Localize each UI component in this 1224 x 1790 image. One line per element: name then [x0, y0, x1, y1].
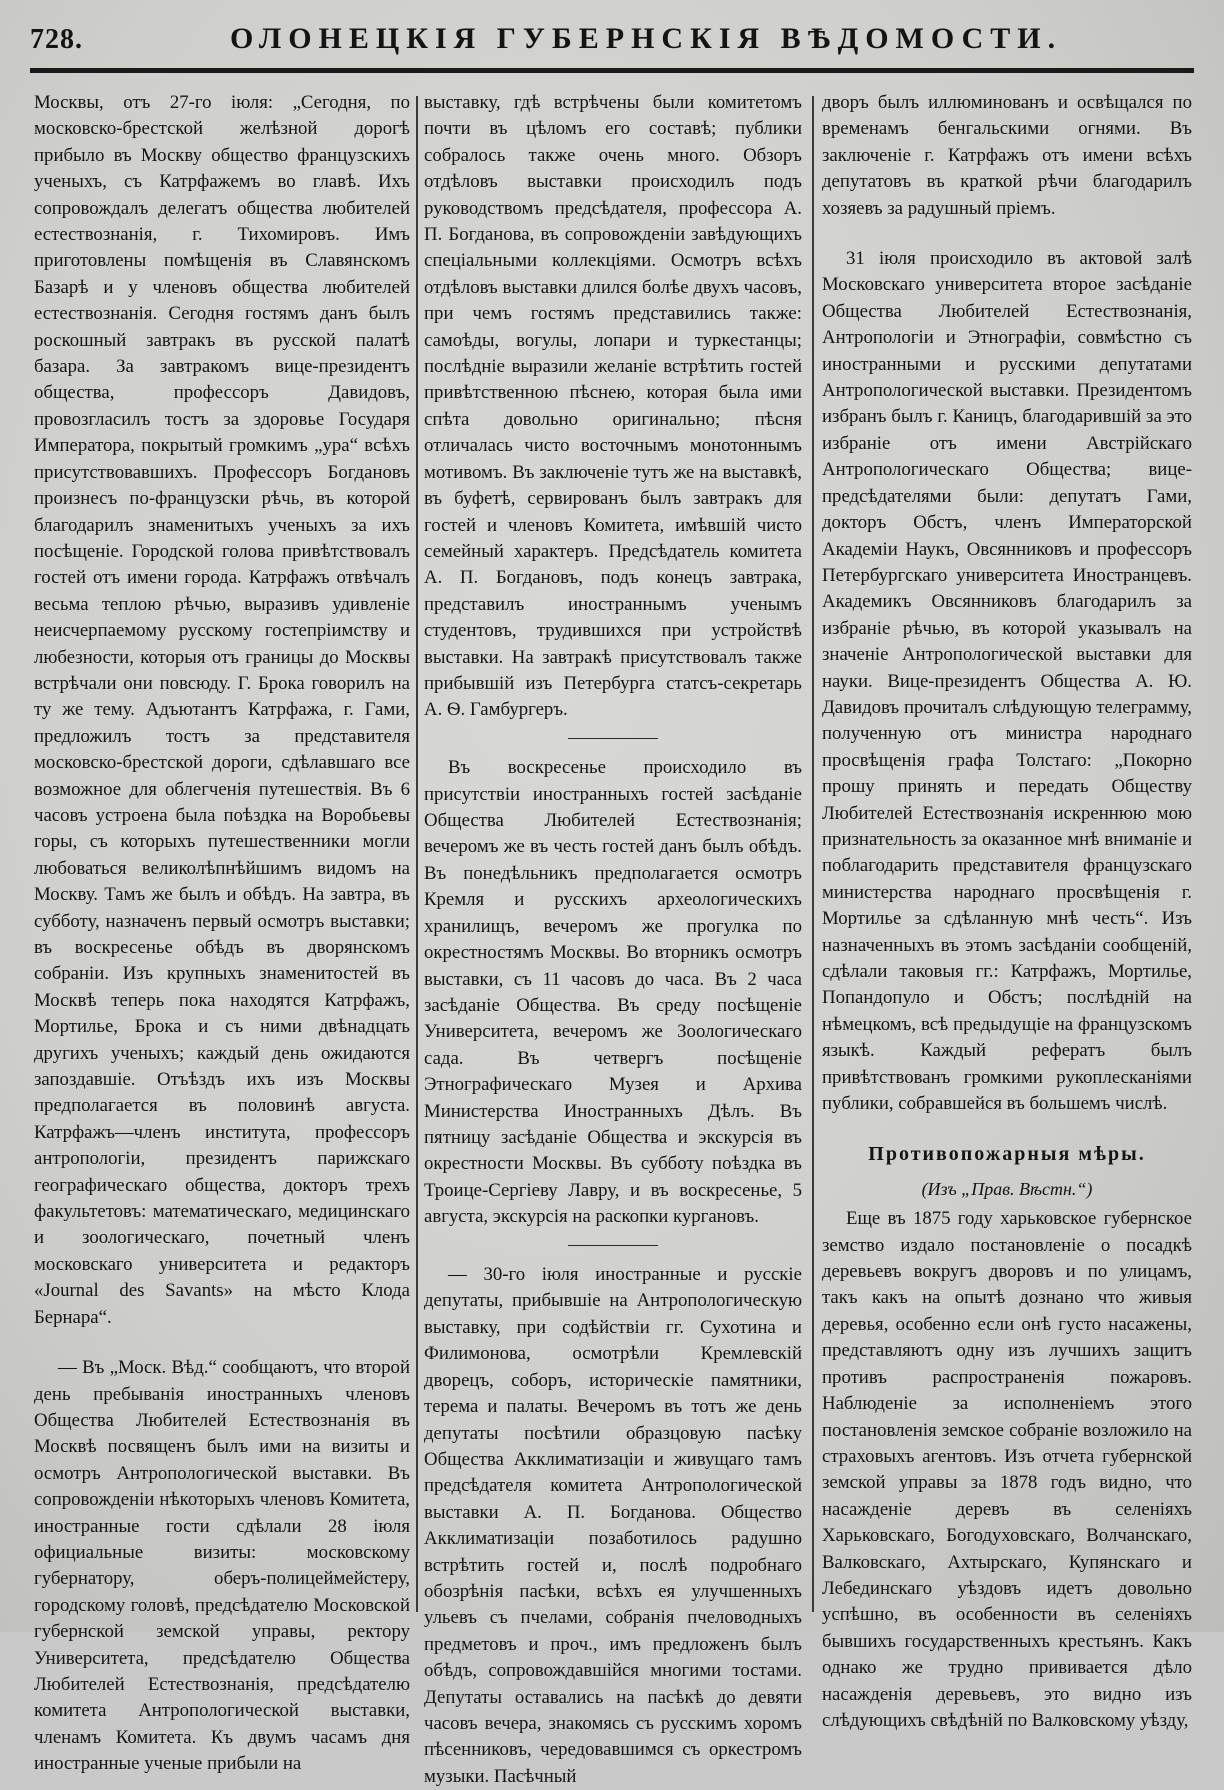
article-paragraph: 31 іюля происходило въ актовой залѣ Московскаго университета второе засѣданіе Общества Любителей Естествознанія, Антропологіи и Этнографіи, совмѣстно съ иностранными и русскими депутатами Антропологической выставки. Президентомъ избранъ былъ г. Каницъ, благодарившій за это избраніе отъ имени Австрійскаго Антропологическаго Общества; вице-предсѣдателями были: депутатъ Гами, докторъ Обстъ, членъ Императорской Академіи Наукъ, Овсянниковъ и профессоръ Петербургскаго университета Иностранцевъ. Академикъ Овсянниковъ благодарилъ за избраніе рѣчью, въ которой указывалъ на значеніе Антропологической выставки для науки. Вице-президентъ Общества А. Ю. Давидовъ прочиталъ слѣдующую телеграмму, полученную отъ министра народнаго просвѣщенія графа Толстаго: „Покорно прошу принять и передать Обществу Любителей Естествознанія искреннюю мою признательность за оказанное мнѣ вниманіе и поблагодарить представителя французскаго министерства народнаго просвѣщенія г. Мортилье за сдѣланную мнѣ честь“. Изъ назначенныхъ въ этомъ засѣданіи сообщеній, сдѣлали таковыя гг.: Катрфажъ, Мортилье, Попандопуло и Обстъ; послѣдній на нѣмецкомъ, всѣ предыдущіе на французскомъ языкѣ. Каждый рефератъ былъ привѣтствованъ громкими рукоплесканіями публики, собравшейся въ большемъ числѣ.: [822, 248, 1192, 1115]
article-source: (Изъ „Прав. Вѣстн.“): [921, 1178, 1093, 1199]
newspaper-masthead: ОЛОНЕЦКІЯ ГУБЕРНСКІЯ ВѢДОМОСТИ.: [230, 22, 1063, 55]
article-heading: Противопожарныя мѣры.: [868, 1143, 1146, 1166]
article-paragraph: выставку, гдѣ встрѣчены были комитетомъ почти въ цѣломъ его составѣ; публики собралось также очень много. Обзоръ отдѣловъ выставки происходилъ подъ руководствомъ предсѣдателя, профессора А. П. Богданова, въ сопровожденіи завѣдующихъ спеціальными коллекціями. Осмотръ всѣхъ отдѣловъ выставки длился болѣе двухъ часовъ, при чемъ гостямъ представились также: самоѣды, вогулы, лопари и туркестанцы; послѣдніе выразили желаніе встрѣтить гостей привѣтственною пѣснею, которая была ими спѣта довольно оригинально; пѣсня отличалась чисто восточнымъ монотоннымъ мотивомъ. Въ заключеніе тутъ же на выставкѣ, въ буфетѣ, сервированъ былъ завтракъ для гостей и членовъ Комитета, имѣвшій чисто семейный характеръ. Предсѣдатель комитета А. П. Богдановъ, подъ конецъ завтрака, представилъ иностраннымъ ученымъ студентовъ, трудившихся при устройствѣ выставки. На завтракѣ присутствовалъ также прибывшій изъ Петербурга статсъ-секретарь А. Ѳ. Гамбургеръ.: [424, 92, 802, 721]
section-separator: [568, 1245, 658, 1247]
article-paragraph: дворъ былъ иллюминованъ и освѣщался по временамъ бенгальскими огнями. Въ заключеніе г. Катрфажъ отъ имени всѣхъ депутатовъ въ краткой рѣчи благодарилъ хозяевъ за радушный пріемъ.: [822, 92, 1192, 219]
column-3: [822, 90, 1192, 1731]
column-2: [424, 90, 802, 1787]
section-separator: [568, 738, 658, 740]
article-paragraph: — Въ „Моск. Вѣд.“ сообщаютъ, что второй день пребыванія иностранныхъ членовъ Общества Любителей Естествознанія въ Москвѣ посвященъ былъ ими на визиты и осмотръ Антропологической выставки. Въ сопровожденіи нѣкоторыхъ членовъ Комитета, иностранные гости сдѣлали 28 іюля официальные визиты: московскому губернатору, оберъ-полицеймейстеру, городскому головѣ, предсѣдателю Московской губернской земской управы, ректору Университета, предсѣдателю Общества Любителей Естествознанія, предсѣдателю комитета Антропологической выставки, членамъ Комитета. Къ двумъ часамъ дня иностранные ученые прибыли на: [34, 1357, 410, 1775]
column-divider: [812, 96, 814, 1612]
paragraph-gap: [34, 1331, 410, 1355]
article-paragraph: — 30-го іюля иностранные и русскіе депутаты, прибывшіе на Антропологическую выставку, при содѣйствіи гг. Сухотина и Филимонова, осмотрѣли Кремлевскій дворецъ, соборъ, историческіе памятники, терема и палаты. Вечеромъ въ тотъ же день депутаты посѣтили образцовую пасѣку Общества Акклиматизаціи и живущаго тамъ предсѣдателя комитета Антропологической выставки А. П. Богданова. Общество Акклиматизаціи позаботилось радушно встрѣтить гостей и, послѣ подробнаго обозрѣнія пасѣки, всѣхъ ея улучшенныхъ ульевъ съ пчелами, собранія пчеловодныхъ предметовъ и проч., имъ предложенъ былъ обѣдъ, сопровождавшійся многими тостами. Депутаты оставались на пасѣкѣ до девяти часовъ вечера, знакомясь съ русскимъ хоромъ пѣсенниковъ, чередовавшимся съ оркестромъ музыки. Пасѣчный: [424, 1264, 802, 1787]
header-rule: [30, 68, 1194, 73]
article-paragraph: Москвы, отъ 27-го іюля: „Сегодня, по московско-брестской желѣзной дорогѣ прибыло въ Москву общество французскихъ ученыхъ, съ Катрфажемъ во главѣ. Ихъ сопровождалъ делегатъ общества любителей естествознанія, г. Тихомировъ. Имъ приготовлены помѣщенія въ Славянскомъ Базарѣ и у членовъ общества любителей естествознанія. Сегодня гостямъ данъ былъ роскошный завтракъ въ русской палатѣ базара. За завтракомъ вице-президентъ общества, профессоръ Давидовъ, провозгласилъ тостъ за здоровье Государя Императора, покрытый громкимъ „ура“ всѣхъ присутствовавшихъ. Профессоръ Богдановъ произнесъ по-французски рѣчь, въ которой благодарилъ знаменитыхъ ученыхъ за ихъ посѣщеніе. Городской голова привѣтствовалъ гостей отъ имени города. Катрфажъ отвѣчалъ весьма теплою рѣчью, выразивъ удивленіе неисчерпаемому русскому гостепріимству и любезности, которыя отъ границы до Москвы встрѣчали они повсюду. Г. Брока говорилъ на ту же тему. Адъютантъ Катрфажа, г. Гами, предложилъ тостъ за представителя московско-брестской дороги, сдѣлавшаго все возможное для облегченія путешествія. Въ 6 часовъ устроена была поѣздка на Воробьевы горы, съ которыхъ путешественники могли любоваться великолѣпнѣйшимъ видомъ на Москву. Тамъ же былъ и обѣдъ. На завтра, въ субботу, назначенъ первый осмотръ выставки; въ воскресенье обѣдъ въ дворянскомъ собраніи. Изъ крупныхъ знаменитостей въ Москвѣ теперь пока находятся Катрфажъ, Мортилье, Брока и съ ними двѣнадцать другихъ ученыхъ; каждый день ожидаются запоздавшіе. Отъѣздъ ихъ изъ Москвы предполагается въ половинѣ августа. Катрфажъ—членъ института, профессоръ антропологіи, президентъ парижскаго географическаго общества, докторъ трехъ факультетовъ: математическаго, медицинскаго и зоологическаго, почетный членъ московскаго университета и редакторъ «Journal des Savants» на мѣсто Клода Бернара“.: [34, 92, 410, 1328]
page-header: [30, 14, 1190, 62]
page-number: 728.: [30, 24, 83, 55]
article-paragraph: Въ воскресенье происходило въ присутствіи иностранныхъ гостей засѣданіе Общества Любителей Естествознанія; вечеромъ же въ честь гостей данъ былъ обѣдъ. Въ понедѣльникъ предполагается осмотръ Кремля и русскихъ археологическихъ хранилищъ, вечеромъ же прогулка по окрестностямъ Москвы. Во вторникъ осмотръ выставки, съ 11 часовъ до часа. Въ 2 часа засѣданіе Общества. Въ среду посѣщеніе Университета, вечеромъ же Зоологическаго сада. Въ четвергъ посѣщеніе Этнографическаго Музея и Архива Министерства Иностранныхъ Дѣлъ. Въ пятницу засѣданіе Общества и экскурсія въ окрестности Москвы. Въ субботу поѣздка въ Троице-Сергіеву Лавру, и въ воскресенье, 5 августа, экскурсія на раскопки кургановъ.: [424, 757, 802, 1228]
paragraph-gap: [822, 1117, 1192, 1141]
column-1: [34, 90, 410, 1775]
article-paragraph: Еще въ 1875 году харьковское губернское земство издало постановленіе о посадкѣ деревьевъ вокругъ дворовъ и по улицамъ, такъ какъ на опытѣ дознано что живыя деревья, особенно если онѣ густо насажены, представляютъ одну изъ лучшихъ защитъ противъ распространенія пожаровъ. Наблюденіе за исполненіемъ этого постановленія земское собраніе возложило на страховыхъ агентовъ. Изъ отчета губернской земской управы за 1878 годъ видно, что насажденіе деревъ въ селеніяхъ Харьковскаго, Богодуховскаго, Волчанскаго, Валковскаго, Ахтырскаго, Купянскаго и Лебединскаго уѣздовъ идетъ довольно успѣшно, въ особенности въ селеніяхъ бывшихъ государственныхъ крестьянъ. Какъ однако же трудно прививается дѣло насажденія деревьевъ, это видно изъ слѣдующихъ свѣдѣній по Валковскому уѣзду,: [822, 1208, 1192, 1731]
column-divider: [416, 96, 418, 1612]
paragraph-gap: [822, 222, 1192, 246]
